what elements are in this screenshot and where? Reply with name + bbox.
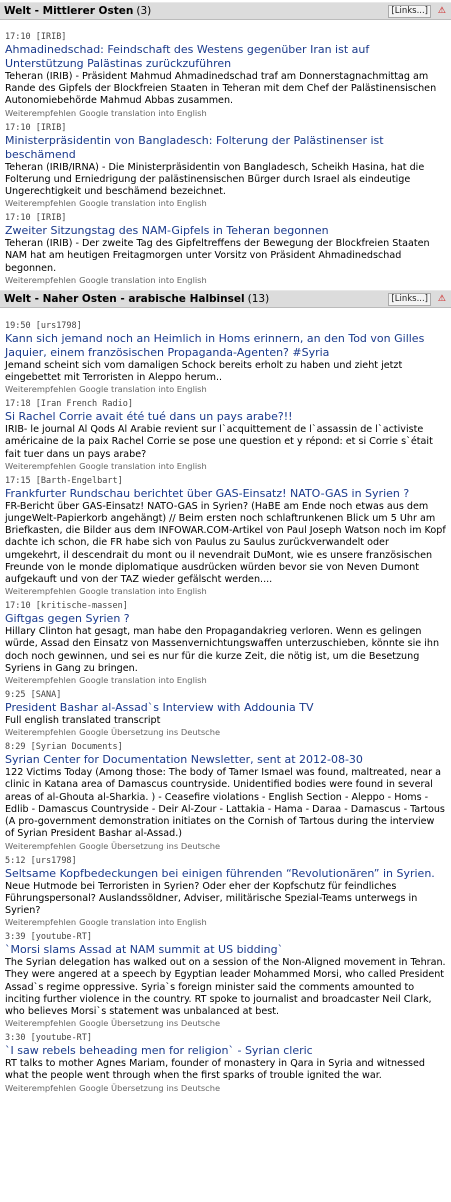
item-headline-link[interactable]: Si Rachel Corrie avait été tué dans un pays arabe?!! bbox=[5, 410, 293, 424]
warning-icon[interactable]: ⚠ bbox=[437, 6, 446, 16]
item-source: [urs1798] bbox=[35, 320, 82, 331]
item-headline-link[interactable]: Syrian Center for Documentation Newsletter, sent at 2012-08-30 bbox=[5, 753, 363, 767]
recommend-link[interactable]: Weiterempfehlen bbox=[5, 675, 77, 686]
translate-link[interactable]: Google translation into English bbox=[79, 460, 207, 471]
item-time: 17:10 bbox=[5, 601, 31, 612]
item-summary: FR-Bericht über GAS-Einsatz! NATO-GAS in Syrien? (HaBE am Ende noch etwas aus dem jungeWelt-Papierkorb angehängt) // Beim ersten noch schlaftrunkenen Blick um 5 Uhr am Briefkasten, die Bilder aus dem INFOWAR.COM-Artikel von Paul Joseph Watson noch im Kopf dachte ich schon, die FR habe sich von Paulus zu Saulus zurückverwandelt oder umgekehrt, il descendrait du mont ou il nevendrait DuMont, wie es unsere französischen Freunde von le monde diplomatique ausdrücken würden bevor sie von Neven Dumont aufgekauft und von der TAZ wieder gefälscht werden.... bbox=[5, 500, 446, 586]
translate-link[interactable]: Google translation into English bbox=[79, 274, 207, 285]
news-page bbox=[0, 2, 451, 1094]
section-title[interactable]: Welt - Naher Osten - arabische Halbinsel bbox=[4, 292, 245, 305]
section-title[interactable]: Welt - Mittlerer Osten bbox=[4, 5, 134, 17]
translate-link[interactable]: Google Übersetzung ins Deutsche bbox=[79, 1018, 221, 1029]
item-summary: RT talks to mother Agnes Mariam, founder of monastery in Qara in Syria and witnessed what the people went through when the first sparks of trouble ignited the war. bbox=[5, 1058, 425, 1082]
item-summary: Teheran (IRIB) - Präsident Mahmud Ahmadinedschad traf am Donnerstagnachmittag am Rande des Gipfels der Blockfreien Staaten in Teheran mit dem Chef der Palästinensischen Autonomiebehörde Mahmud Abbas zusammen. bbox=[5, 71, 437, 107]
item-meta bbox=[5, 601, 446, 612]
item-footer bbox=[5, 384, 446, 395]
news-item bbox=[5, 932, 446, 1029]
translate-link[interactable]: Google Übersetzung ins Deutsche bbox=[79, 840, 221, 851]
item-summary: Jemand scheint sich vom damaligen Schock bereits erholt zu haben und zieht jetzt eingebettet mit Terroristen in Aleppo herum.. bbox=[5, 359, 403, 384]
news-item bbox=[5, 742, 446, 851]
item-headline-link[interactable]: Giftgas gegen Syrien ? bbox=[5, 612, 130, 626]
translate-link[interactable]: Google translation into English bbox=[79, 917, 207, 928]
news-item bbox=[5, 32, 446, 119]
item-source: [kritische-massen] bbox=[35, 601, 128, 612]
item-headline-link[interactable]: `I saw rebels beheading men for religion` - Syrian cleric bbox=[5, 1044, 313, 1058]
recommend-link[interactable]: Weiterempfehlen bbox=[5, 1082, 77, 1093]
item-headline-link[interactable]: Ahmadinedschad: Feindschaft des Westens gegenüber Iran ist auf Unterstützung Palästinas zurückzuführen bbox=[5, 43, 370, 70]
news-item bbox=[5, 601, 446, 686]
item-source: [IRIB] bbox=[35, 32, 67, 42]
item-time: 17:10 bbox=[5, 32, 31, 42]
translate-link[interactable]: Google translation into English bbox=[79, 384, 207, 395]
item-meta bbox=[5, 321, 446, 332]
item-summary: Teheran (IRIB/IRNA) - Die Ministerpräsidentin von Bangladesch, Scheikh Hasina, hat die Folterung und Erniedrigung der palästinensischen Bürger durch Israel als eindeutige Ungerechtigkeit und beschämend bezeichnet. bbox=[5, 161, 425, 198]
links-button[interactable]: [Links...] bbox=[388, 5, 431, 18]
item-time: 8:29 bbox=[5, 742, 26, 753]
item-meta bbox=[5, 123, 446, 134]
item-time: 9:25 bbox=[5, 690, 26, 701]
section-header bbox=[0, 2, 451, 20]
item-time: 17:10 bbox=[5, 213, 31, 224]
item-headline-link[interactable]: Zweiter Sitzungstag des NAM-Gipfels in Teheran begonnen bbox=[5, 224, 329, 238]
links-button[interactable]: [Links...] bbox=[388, 293, 431, 306]
recommend-link[interactable]: Weiterempfehlen bbox=[5, 198, 77, 209]
recommend-link[interactable]: Weiterempfehlen bbox=[5, 460, 77, 471]
news-item bbox=[5, 1033, 446, 1093]
item-headline-link[interactable]: Seltsame Kopfbedeckungen bei einigen führenden “Revolutionären” in Syrien. bbox=[5, 866, 435, 880]
section-count: (3) bbox=[136, 5, 152, 17]
translate-link[interactable]: Google Übersetzung ins Deutsche bbox=[79, 1082, 221, 1093]
item-headline-link[interactable]: Frankfurter Rundschau berichtet über GAS-Einsatz! NATO-GAS in Syrien ? bbox=[5, 486, 410, 500]
item-time: 17:10 bbox=[5, 122, 31, 133]
news-item bbox=[5, 123, 446, 210]
item-headline-link[interactable]: President Bashar al-Assad`s Interview with Addounia TV bbox=[5, 701, 314, 715]
item-time: 17:18 bbox=[5, 399, 31, 410]
item-headline-link[interactable]: Ministerpräsidentin von Bangladesch: Folterung der Palästinenser ist beschämend bbox=[5, 133, 384, 161]
item-summary: The Syrian delegation has walked out on a session of the Non-Aligned movement in Tehran. They were angered at a speech by Egyptian leader Mohammed Morsi, who called President Assad`s regime oppressive. Syria`s foreign minister said the comments amounted to inciting further violence in the country. RT spoke to journalist and broadcaster Neil Clark, who believes Morsi`s statement was unbalanced at best. bbox=[5, 957, 446, 1017]
item-meta bbox=[5, 690, 446, 701]
translate-link[interactable]: Google translation into English bbox=[79, 198, 207, 209]
item-footer bbox=[5, 841, 446, 852]
item-summary: 122 Victims Today (Among those: The body of Tamer Ismael was found, maltreated, near a clinic in Katana area of Damascus countryside. Unidentified bodies were found in several areas of al-Ghouta al-Sharkia. ) - Ceasefire violations - English Section - Aleppo - Homs - Edlib - Damascus Countryside - Deir Al-Zour - Lattakia - Hama - Daraa - Damascus - Tartous (A pro-government demonstration initiates on the Cornish of Tartous during the interview of Syrian President Bashar al-Assad.) bbox=[5, 767, 445, 840]
item-footer bbox=[5, 1083, 446, 1094]
item-time: 3:39 bbox=[5, 932, 26, 943]
news-item bbox=[5, 476, 446, 597]
item-meta bbox=[5, 856, 446, 867]
news-item bbox=[5, 856, 446, 929]
recommend-link[interactable]: Weiterempfehlen bbox=[5, 1018, 77, 1029]
item-time: 19:50 bbox=[5, 320, 31, 331]
news-list bbox=[0, 20, 451, 286]
item-source: [SANA] bbox=[30, 690, 62, 701]
item-footer bbox=[5, 727, 446, 738]
item-source: [Iran French Radio] bbox=[35, 399, 133, 410]
item-summary: Hillary Clinton hat gesagt, man habe den Propagandakrieg verloren. Wenn es gelingen würde, Assad den Einsatz von Massenvernichtungswaffen unterzuschieben, könnte sie ihn doch noch gewinnen, und sei es nur für die kurze Zeit, die nötig ist, um die Besetzung Syriens in Gang zu bringen. bbox=[5, 626, 440, 674]
item-time: 3:30 bbox=[5, 1033, 26, 1044]
news-item bbox=[5, 399, 446, 472]
item-footer bbox=[5, 1018, 446, 1029]
item-source: [youtube-RT] bbox=[30, 932, 93, 943]
item-meta bbox=[5, 1033, 446, 1044]
warning-icon[interactable]: ⚠ bbox=[437, 293, 446, 304]
item-meta bbox=[5, 476, 446, 487]
translate-link[interactable]: Google translation into English bbox=[79, 107, 207, 118]
recommend-link[interactable]: Weiterempfehlen bbox=[5, 107, 77, 118]
news-item bbox=[5, 321, 446, 395]
item-source: [youtube-RT] bbox=[30, 1033, 93, 1044]
item-source: [IRIB] bbox=[35, 213, 67, 224]
item-footer bbox=[5, 108, 446, 119]
item-summary: Full english translated transcript bbox=[5, 715, 161, 727]
item-summary: IRIB- le journal Al Qods Al Arabie revient sur l`acquittement de l`assassin de l`activiste américaine de la paix Rachel Corrie se pose une question et y répond: et si Corrie s`était fait tuer dans un pays arabe? bbox=[5, 424, 433, 460]
recommend-link[interactable]: Weiterempfehlen bbox=[5, 586, 77, 597]
item-headline-link[interactable]: Kann sich jemand noch an Heimlich in Homs erinnern, an den Tod von Gilles Jaquier, einem französischen Propaganda-Agenten? #Syria bbox=[5, 331, 425, 359]
translate-link[interactable]: Google translation into English bbox=[79, 675, 207, 686]
translate-link[interactable]: Google Übersetzung ins Deutsche bbox=[79, 727, 221, 738]
news-item bbox=[5, 213, 446, 286]
item-source: [Syrian Documents] bbox=[30, 742, 123, 753]
recommend-link[interactable]: Weiterempfehlen bbox=[5, 840, 77, 851]
item-summary: Teheran (IRIB) - Der zweite Tag des Gipfeltreffens der Bewegung der Blockfreien Staaten NAM hat am heutigen Freitagmorgen unter Vorsitz von Präsident Ahmadinedschad begonnen. bbox=[5, 238, 430, 274]
item-meta bbox=[5, 932, 446, 943]
item-time: 5:12 bbox=[5, 855, 26, 866]
item-headline-link[interactable]: `Morsi slams Assad at NAM summit at US bidding` bbox=[5, 943, 284, 957]
item-meta bbox=[5, 32, 446, 43]
section-count: (13) bbox=[247, 292, 270, 305]
item-footer bbox=[5, 198, 446, 209]
item-meta bbox=[5, 399, 446, 410]
item-footer bbox=[5, 917, 446, 928]
item-footer bbox=[5, 675, 446, 686]
item-source: [IRIB] bbox=[35, 122, 67, 133]
recommend-link[interactable]: Weiterempfehlen bbox=[5, 384, 77, 395]
item-footer bbox=[5, 275, 446, 286]
item-footer bbox=[5, 586, 446, 597]
section-header bbox=[0, 290, 451, 308]
recommend-link[interactable]: Weiterempfehlen bbox=[5, 917, 77, 928]
item-footer bbox=[5, 461, 446, 472]
recommend-link[interactable]: Weiterempfehlen bbox=[5, 727, 77, 738]
item-meta bbox=[5, 742, 446, 753]
recommend-link[interactable]: Weiterempfehlen bbox=[5, 274, 77, 285]
item-meta bbox=[5, 213, 446, 224]
item-source: [urs1798] bbox=[30, 855, 77, 866]
translate-link[interactable]: Google translation into English bbox=[79, 586, 207, 597]
news-list bbox=[0, 308, 451, 1094]
item-summary: Neue Hutmode bei Terroristen in Syrien? Oder eher der Kopfschutz für feindliches Führungspersonal? Auslandssöldner, Adviser, militärische Spezial-Teams unterwegs in Syrien? bbox=[5, 880, 418, 916]
item-source: [Barth-Engelbart] bbox=[35, 475, 123, 486]
item-time: 17:15 bbox=[5, 475, 31, 486]
news-item bbox=[5, 690, 446, 738]
